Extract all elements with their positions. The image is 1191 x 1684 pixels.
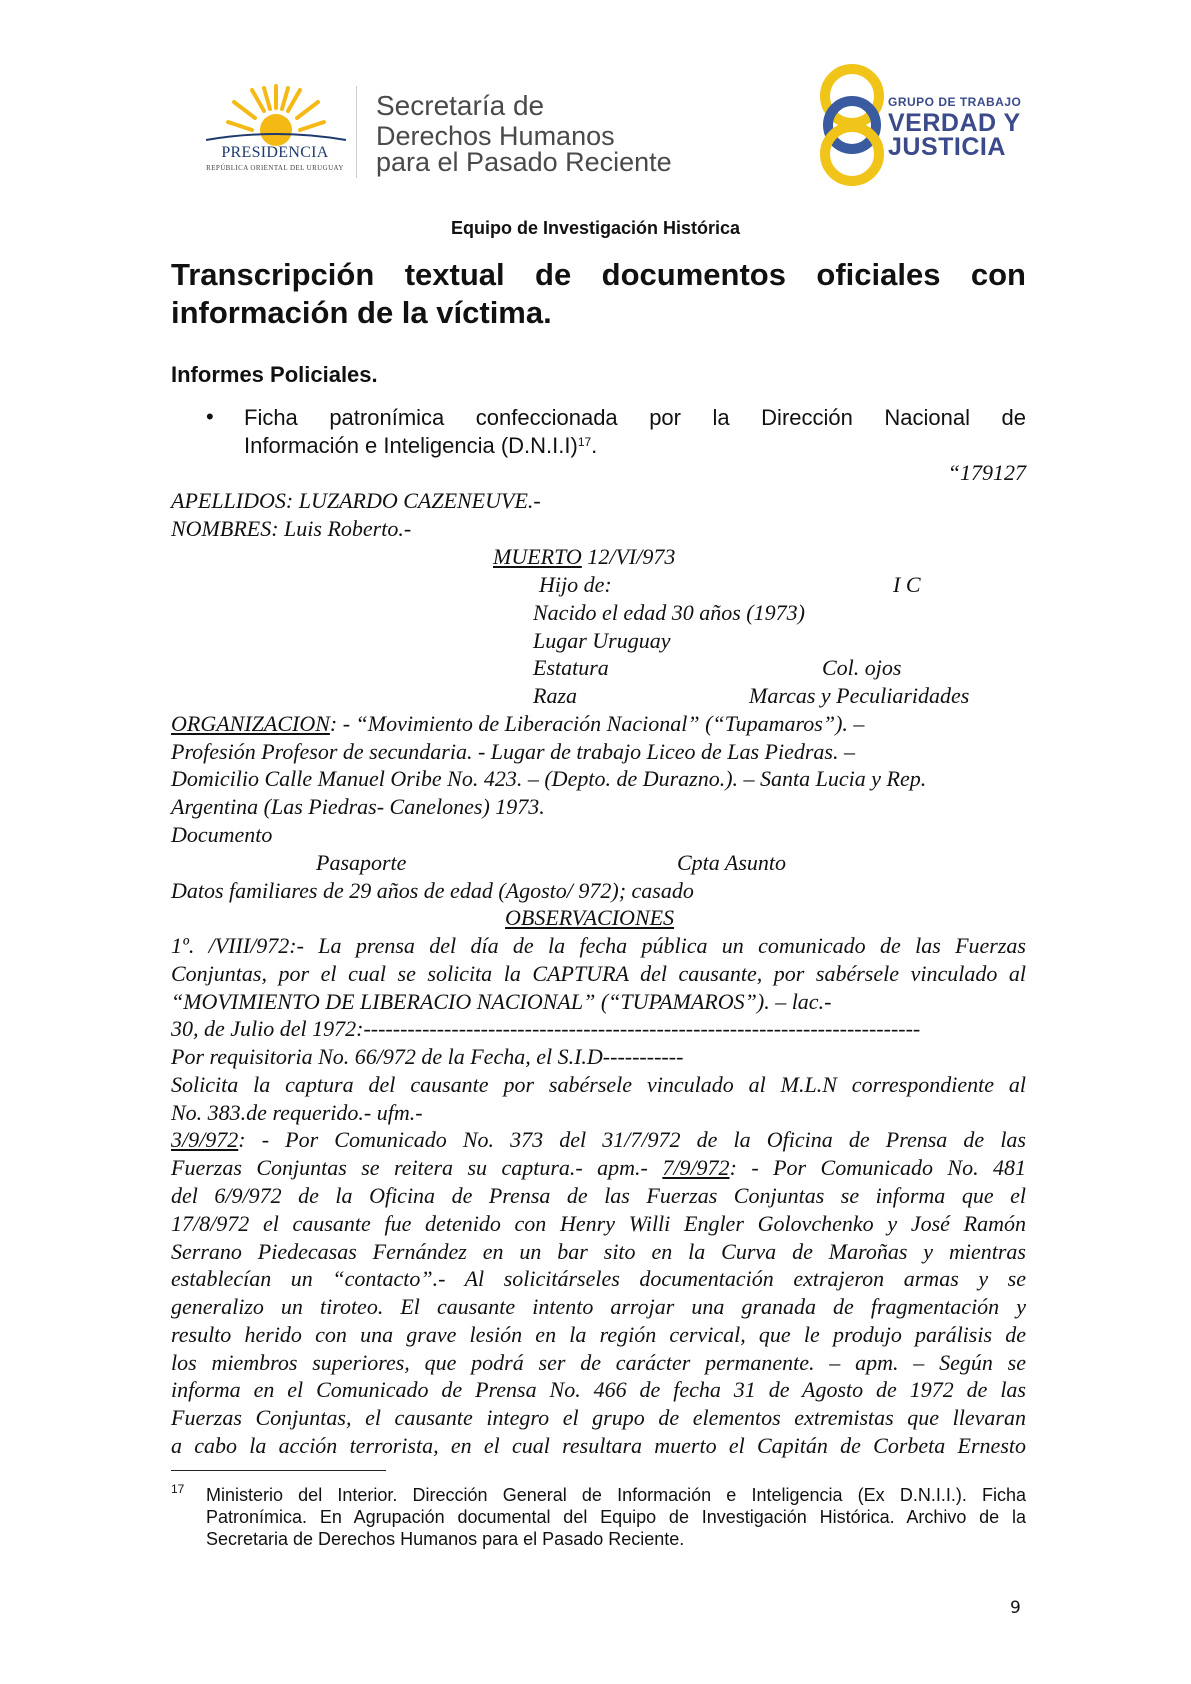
obs-date-1: 3/9/972 — [171, 1127, 239, 1152]
secretaria-line-2: Derechos Humanos — [376, 121, 615, 151]
obs-date-2: 7/9/972 — [662, 1155, 730, 1180]
doc-marcas: Marcas y Peculiaridades — [749, 683, 970, 708]
obs-line-9-text-b: : - Por Comunicado No. 481 — [729, 1155, 1027, 1180]
gtvj-line-1: VERDAD Y — [888, 109, 1021, 137]
bullet-line-2-text: Información e Inteligencia (D.N.I.I) — [244, 433, 578, 458]
doc-documento: Documento — [171, 822, 273, 847]
doc-hijo: Hijo de: — [539, 572, 612, 597]
doc-observaciones-heading: OBSERVACIONES — [505, 905, 675, 930]
obs-line-5: Por requisitoria No. 66/972 de la Fecha, el S.I.D----------- — [171, 1044, 684, 1069]
obs-line-19: a cabo la acción terrorista, en el cual resultara muerto el Capitán de Corbeta Ernesto — [171, 1433, 1026, 1458]
obs-line-10: del 6/9/972 de la Oficina de Prensa de las Fuerzas Conjuntas se informa que el — [171, 1183, 1026, 1208]
footnote-line-1: Ministerio del Interior. Dirección General de Información e Inteligencia (Ex D.N.I.I.). Ficha — [206, 1485, 1026, 1505]
presidencia-label: PRESIDENCIA — [221, 144, 329, 161]
footnote-number: 17 — [171, 1482, 185, 1496]
doc-argentina: Argentina (Las Piedras- Canelones) 1973. — [171, 794, 545, 819]
footnote-line-2: Patronímica. En Agrupación documental del Equipo de Investigación Histórica. Archivo de la — [206, 1507, 1026, 1527]
obs-line-18: Fuerzas Conjuntas, el causante integro el grupo de elementos extremistas que llevaran — [171, 1405, 1026, 1430]
obs-line-15: resulto herido con una grave lesión en la región cervical, que le produjo parálisis de — [171, 1322, 1026, 1347]
footnote-ref[interactable]: 17 — [577, 435, 592, 449]
page-title-line-2: información de la víctima. — [171, 295, 552, 330]
doc-col-ojos: Col. ojos — [822, 655, 902, 680]
doc-pasaporte: Pasaporte — [316, 850, 407, 875]
doc-muerto-label: MUERTO — [493, 544, 582, 569]
obs-line-14: generalizo un tiroteo. El causante intento arrojar una granada de fragmentación y — [171, 1294, 1026, 1319]
doc-datos: Datos familiares de 29 años de edad (Agosto/ 972); casado — [171, 878, 694, 903]
obs-line-1: 1º. /VIII/972:- La prensa del día de la fecha pública un comunicado de las Fuerzas — [171, 933, 1026, 958]
gtvj-line-2: JUSTICIA — [888, 133, 1006, 161]
section-heading: Informes Policiales. — [171, 362, 378, 387]
verdad-justicia-rings-logo — [812, 62, 892, 188]
doc-number: “179127 — [947, 460, 1026, 485]
bullet-line-2 — [244, 432, 597, 460]
obs-line-3: “MOVIMIENTO DE LIBERACIO NACIONAL” (“TUPAMAROS”). – lac.- — [171, 989, 832, 1014]
doc-organizacion — [171, 710, 864, 738]
obs-line-11: 17/8/972 el causante fue detenido con Henry Willi Engler Golovchenko y José Ramón — [171, 1211, 1026, 1236]
doc-muerto — [493, 543, 675, 571]
team-heading: Equipo de Investigación Histórica — [450, 218, 741, 238]
doc-lugar: Lugar Uruguay — [533, 628, 671, 653]
doc-org-rest: : - “Movimiento de Liberación Nacional” (“Tupamaros”). – — [329, 711, 865, 736]
doc-ic: I C — [893, 572, 921, 597]
doc-profesion: Profesión Profesor de secundaria. - Lugar de trabajo Liceo de Las Piedras. – — [171, 739, 855, 764]
bullet-line-1: Ficha patronímica confeccionada por la Dirección Nacional de — [244, 405, 1026, 430]
obs-line-2: Conjuntas, por el cual se solicita la CAPTURA del causante, por sabérsele vinculado al — [171, 961, 1026, 986]
obs-line-9 — [171, 1154, 1026, 1182]
header-divider — [356, 86, 357, 178]
obs-line-4: 30, de Julio del 1972:---------------------------------------------------------------------------- — [171, 1016, 921, 1041]
obs-line-8 — [171, 1126, 1026, 1154]
bullet-line-2-end: . — [591, 433, 598, 458]
gtvj-small-label: GRUPO DE TRABAJO — [888, 95, 1022, 109]
obs-line-8-text: : - Por Comunicado No. 373 del 31/7/972 de la Oficina de Prensa de las — [238, 1127, 1026, 1152]
doc-estatura: Estatura — [533, 655, 609, 680]
doc-nombres: NOMBRES: Luis Roberto.- — [171, 516, 412, 541]
doc-nacido: Nacido el edad 30 años (1973) — [533, 600, 805, 625]
obs-line-13: establecían un “contacto”.- Al solicitárseles documentación extrajeron armas y se — [171, 1266, 1026, 1291]
doc-raza: Raza — [533, 683, 577, 708]
presidencia-sublabel: REPÚBLICA ORIENTAL DEL URUGUAY — [206, 164, 344, 172]
doc-muerto-date: 12/VI/973 — [581, 544, 676, 569]
secretaria-line-3: para el Pasado Reciente — [376, 147, 672, 177]
doc-domicilio: Domicilio Calle Manuel Oribe No. 423. – (Depto. de Durazno.). – Santa Lucia y Rep. — [171, 766, 927, 791]
obs-line-16: los miembros superiores, que podrá ser de carácter permanente. – apm. – Según se — [171, 1350, 1026, 1375]
obs-line-6: Solicita la captura del causante por sabérsele vinculado al M.L.N correspondiente al — [171, 1072, 1026, 1097]
secretaria-line-1: Secretaría de — [376, 90, 545, 121]
doc-apellidos: APELLIDOS: LUZARDO CAZENEUVE.- — [171, 488, 541, 513]
obs-line-12: Serrano Piedecasas Fernández en un bar sito en la Curva de Maroñas y mientras — [171, 1239, 1026, 1264]
obs-line-17: informa en el Comunicado de Prensa No. 466 de fecha 31 de Agosto de 1972 de las — [171, 1377, 1026, 1402]
obs-line-9-text-a: Fuerzas Conjuntas se reitera su captura.- apm.- — [171, 1155, 663, 1180]
page-number: 9 — [1010, 1598, 1021, 1618]
bullet-symbol: • — [206, 404, 214, 429]
presidencia-sun-logo — [196, 78, 356, 178]
footnote-line-3: Secretaria de Derechos Humanos para el Pasado Reciente. — [206, 1529, 685, 1549]
doc-cpta: Cpta Asunto — [677, 850, 787, 875]
footnote-rule — [171, 1470, 386, 1471]
doc-org-label: ORGANIZACION — [171, 711, 330, 736]
obs-line-7: No. 383.de requerido.- ufm.- — [171, 1100, 423, 1125]
page-title-line-1: Transcripción textual de documentos oficiales con — [171, 257, 1026, 292]
